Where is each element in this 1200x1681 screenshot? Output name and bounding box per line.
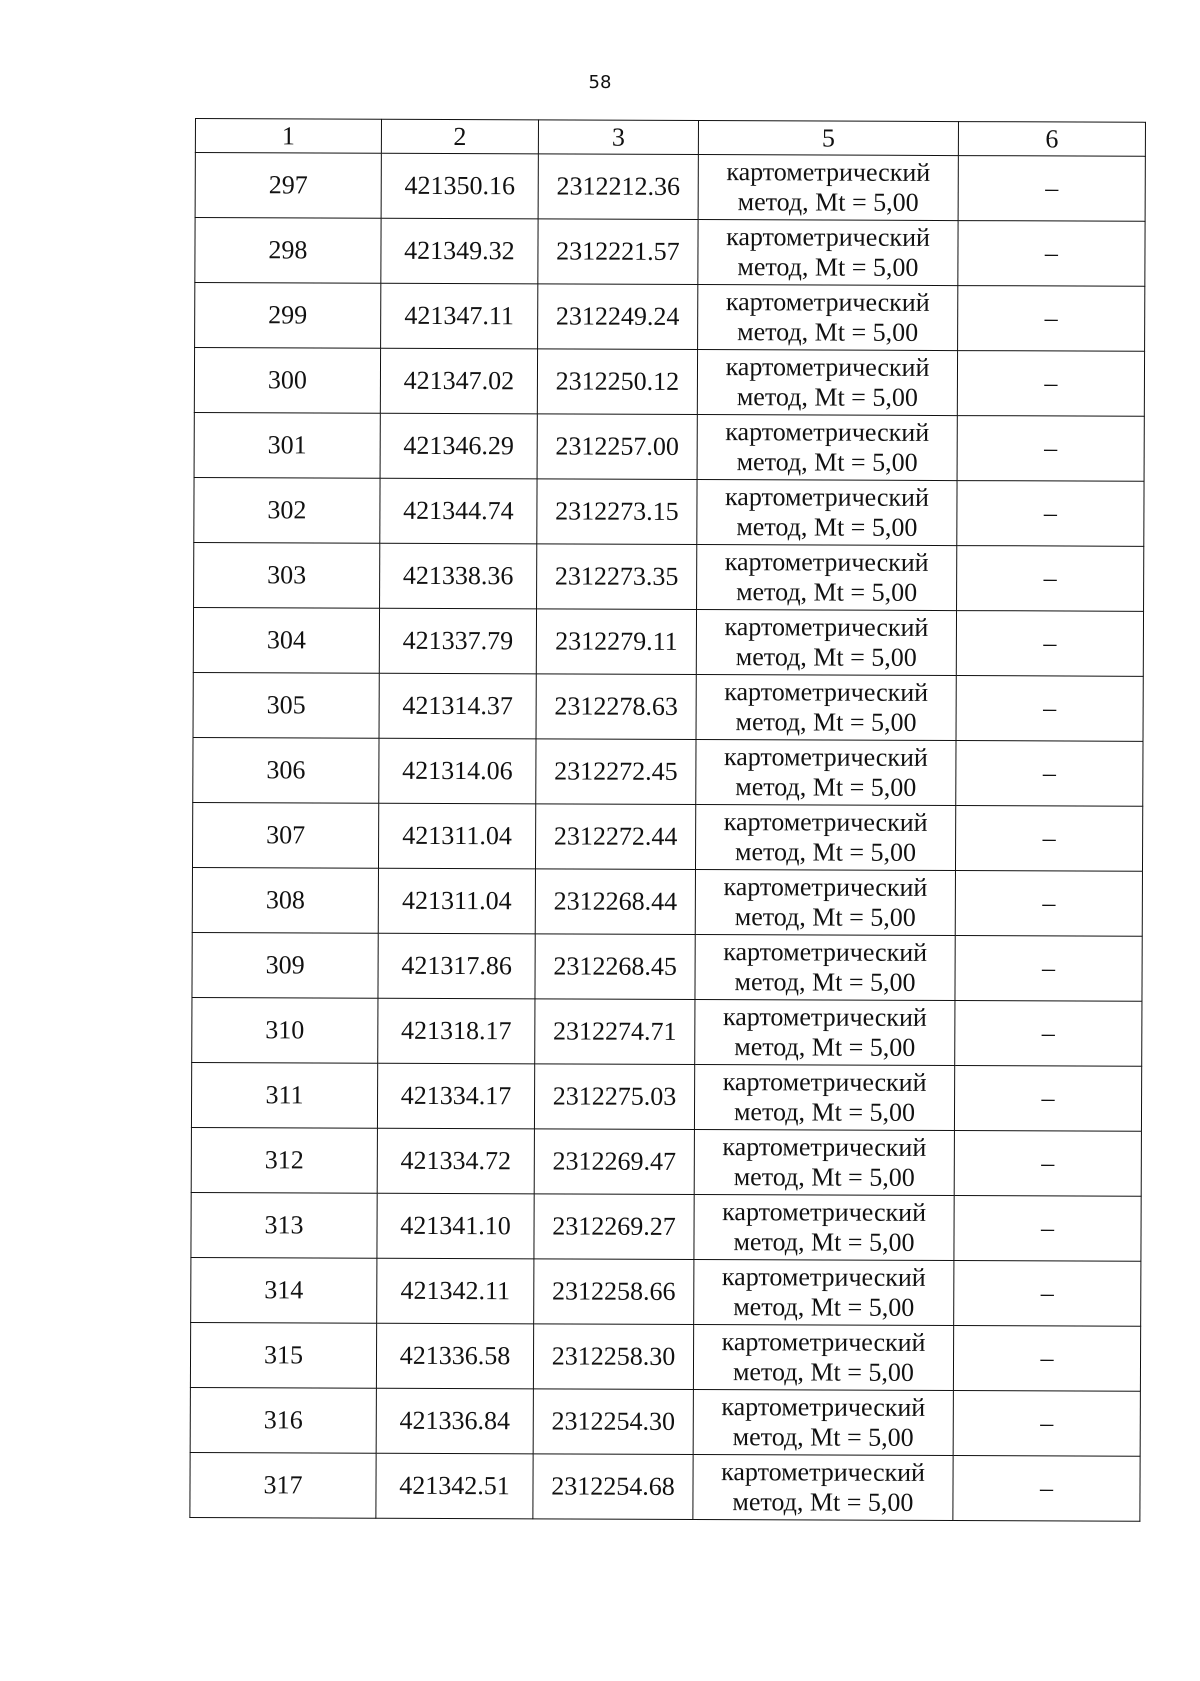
y-coordinate-cell: 2312274.71 bbox=[535, 999, 695, 1065]
y-coordinate-cell: 2312272.45 bbox=[536, 739, 696, 805]
x-coordinate-cell: 421347.11 bbox=[381, 283, 538, 349]
x-coordinate-cell: 421334.17 bbox=[377, 1063, 534, 1129]
method-cell: картометрический метод, Mt = 5,00 bbox=[698, 285, 958, 351]
note-cell: – bbox=[955, 1001, 1142, 1067]
x-coordinate-cell: 421346.29 bbox=[380, 413, 537, 479]
header-cell: 1 bbox=[195, 119, 381, 154]
x-coordinate-cell: 421349.32 bbox=[381, 218, 538, 284]
coordinates-table bbox=[189, 118, 1146, 1522]
point-number-cell: 309 bbox=[192, 932, 378, 998]
x-coordinate-cell: 421318.17 bbox=[378, 998, 535, 1064]
table-row bbox=[194, 348, 1144, 417]
x-coordinate-cell: 421337.79 bbox=[379, 608, 536, 674]
x-coordinate-cell: 421317.86 bbox=[378, 933, 535, 999]
x-coordinate-cell: 421344.74 bbox=[380, 478, 537, 544]
note-cell: – bbox=[957, 416, 1144, 482]
y-coordinate-cell: 2312279.11 bbox=[536, 609, 696, 675]
note-cell: – bbox=[955, 871, 1142, 937]
table-row bbox=[191, 1257, 1141, 1326]
method-cell: картометрический метод, Mt = 5,00 bbox=[695, 805, 955, 871]
point-number-cell: 301 bbox=[194, 412, 380, 478]
method-cell: картометрический метод, Mt = 5,00 bbox=[697, 415, 957, 481]
note-cell: – bbox=[953, 1326, 1140, 1392]
note-cell: – bbox=[958, 221, 1145, 287]
x-coordinate-cell: 421311.04 bbox=[378, 868, 535, 934]
note-cell: – bbox=[956, 741, 1143, 807]
note-cell: – bbox=[954, 1131, 1141, 1197]
point-number-cell: 305 bbox=[193, 672, 379, 738]
table-row bbox=[192, 932, 1142, 1001]
method-cell: картометрический метод, Mt = 5,00 bbox=[696, 675, 956, 741]
method-cell: картометрический метод, Mt = 5,00 bbox=[694, 1195, 954, 1261]
y-coordinate-cell: 2312257.00 bbox=[537, 414, 697, 480]
header-cell: 3 bbox=[538, 120, 698, 155]
point-number-cell: 308 bbox=[192, 867, 378, 933]
table-row bbox=[193, 737, 1143, 806]
point-number-cell: 313 bbox=[191, 1192, 377, 1258]
method-cell: картометрический метод, Mt = 5,00 bbox=[693, 1390, 953, 1456]
note-cell: – bbox=[956, 676, 1143, 742]
table-row bbox=[193, 672, 1143, 741]
x-coordinate-cell: 421342.11 bbox=[377, 1258, 534, 1324]
table-row bbox=[195, 283, 1145, 352]
point-number-cell: 312 bbox=[191, 1127, 377, 1193]
method-cell: картометрический метод, Mt = 5,00 bbox=[697, 480, 957, 546]
method-cell: картометрический метод, Mt = 5,00 bbox=[697, 545, 957, 611]
y-coordinate-cell: 2312250.12 bbox=[537, 349, 697, 415]
x-coordinate-cell: 421350.16 bbox=[381, 153, 538, 219]
note-cell: – bbox=[958, 156, 1145, 222]
method-cell: картометрический метод, Mt = 5,00 bbox=[698, 220, 958, 286]
x-coordinate-cell: 421336.84 bbox=[376, 1388, 533, 1454]
point-number-cell: 303 bbox=[194, 542, 380, 608]
point-number-cell: 300 bbox=[194, 348, 380, 414]
method-cell: картометрический метод, Mt = 5,00 bbox=[693, 1325, 953, 1391]
y-coordinate-cell: 2312275.03 bbox=[534, 1064, 694, 1130]
y-coordinate-cell: 2312273.35 bbox=[537, 544, 697, 610]
point-number-cell: 307 bbox=[192, 802, 378, 868]
x-coordinate-cell: 421341.10 bbox=[377, 1193, 534, 1259]
point-number-cell: 299 bbox=[195, 283, 381, 349]
point-number-cell: 311 bbox=[191, 1062, 377, 1128]
page-number: 58 bbox=[588, 72, 612, 93]
note-cell: – bbox=[956, 611, 1143, 677]
y-coordinate-cell: 2312268.44 bbox=[535, 869, 695, 935]
y-coordinate-cell: 2312258.30 bbox=[533, 1324, 693, 1390]
note-cell: – bbox=[954, 1196, 1141, 1262]
note-cell: – bbox=[954, 1261, 1141, 1327]
table-row bbox=[195, 218, 1145, 287]
method-cell: картометрический метод, Mt = 5,00 bbox=[696, 740, 956, 806]
table-row bbox=[192, 997, 1142, 1066]
x-coordinate-cell: 421314.37 bbox=[379, 673, 536, 739]
point-number-cell: 297 bbox=[195, 153, 381, 219]
method-cell: картометрический метод, Mt = 5,00 bbox=[695, 935, 955, 1001]
note-cell: – bbox=[955, 806, 1142, 872]
note-cell: – bbox=[953, 1391, 1140, 1457]
note-cell: – bbox=[957, 481, 1144, 547]
note-cell: – bbox=[954, 1066, 1141, 1132]
header-cell: 6 bbox=[958, 122, 1145, 157]
table-row bbox=[191, 1192, 1141, 1261]
point-number-cell: 298 bbox=[195, 218, 381, 284]
x-coordinate-cell: 421338.36 bbox=[380, 543, 537, 609]
y-coordinate-cell: 2312254.68 bbox=[533, 1454, 693, 1520]
note-cell: – bbox=[953, 1456, 1140, 1522]
method-cell: картометрический метод, Mt = 5,00 bbox=[695, 1000, 955, 1066]
table-row bbox=[192, 867, 1142, 936]
table-row bbox=[190, 1387, 1140, 1456]
header-cell: 2 bbox=[381, 119, 538, 154]
table-row bbox=[194, 542, 1144, 611]
table-row bbox=[192, 802, 1142, 871]
point-number-cell: 306 bbox=[193, 737, 379, 803]
y-coordinate-cell: 2312254.30 bbox=[533, 1389, 693, 1455]
method-cell: картометрический метод, Mt = 5,00 bbox=[694, 1260, 954, 1326]
method-cell: картометрический метод, Mt = 5,00 bbox=[697, 350, 957, 416]
x-coordinate-cell: 421347.02 bbox=[380, 348, 537, 414]
table-body bbox=[190, 153, 1145, 1522]
method-cell: картометрический метод, Mt = 5,00 bbox=[695, 870, 955, 936]
table-row bbox=[194, 412, 1144, 481]
note-cell: – bbox=[955, 936, 1142, 1002]
point-number-cell: 302 bbox=[194, 477, 380, 543]
note-cell: – bbox=[957, 351, 1144, 417]
point-number-cell: 314 bbox=[191, 1257, 377, 1323]
method-cell: картометрический метод, Mt = 5,00 bbox=[694, 1065, 954, 1131]
table-row bbox=[190, 1322, 1140, 1391]
y-coordinate-cell: 2312221.57 bbox=[538, 219, 698, 285]
point-number-cell: 310 bbox=[192, 997, 378, 1063]
x-coordinate-cell: 421311.04 bbox=[378, 803, 535, 869]
table-row bbox=[194, 477, 1144, 546]
x-coordinate-cell: 421334.72 bbox=[377, 1128, 534, 1194]
method-cell: картометрический метод, Mt = 5,00 bbox=[693, 1455, 953, 1521]
note-cell: – bbox=[957, 546, 1144, 612]
x-coordinate-cell: 421336.58 bbox=[376, 1323, 533, 1389]
y-coordinate-cell: 2312278.63 bbox=[536, 674, 696, 740]
y-coordinate-cell: 2312269.27 bbox=[534, 1194, 694, 1260]
header-row bbox=[195, 119, 1145, 157]
table-row bbox=[195, 153, 1145, 222]
note-cell: – bbox=[958, 286, 1145, 352]
method-cell: картометрический метод, Mt = 5,00 bbox=[698, 155, 958, 221]
y-coordinate-cell: 2312269.47 bbox=[534, 1129, 694, 1195]
point-number-cell: 317 bbox=[190, 1452, 376, 1518]
point-number-cell: 315 bbox=[190, 1322, 376, 1388]
point-number-cell: 304 bbox=[193, 607, 379, 673]
point-number-cell: 316 bbox=[190, 1387, 376, 1453]
y-coordinate-cell: 2312268.45 bbox=[535, 934, 695, 1000]
x-coordinate-cell: 421314.06 bbox=[379, 738, 536, 804]
header-cell: 5 bbox=[698, 121, 958, 156]
method-cell: картометрический метод, Mt = 5,00 bbox=[694, 1130, 954, 1196]
x-coordinate-cell: 421342.51 bbox=[376, 1453, 533, 1519]
y-coordinate-cell: 2312212.36 bbox=[538, 154, 698, 220]
table-row bbox=[193, 607, 1143, 676]
table-row bbox=[191, 1127, 1141, 1196]
method-cell: картометрический метод, Mt = 5,00 bbox=[696, 610, 956, 676]
table-row bbox=[191, 1062, 1141, 1131]
table-header bbox=[195, 119, 1145, 157]
y-coordinate-cell: 2312273.15 bbox=[537, 479, 697, 545]
y-coordinate-cell: 2312258.66 bbox=[534, 1259, 694, 1325]
y-coordinate-cell: 2312272.44 bbox=[535, 804, 695, 870]
table-row bbox=[190, 1452, 1140, 1521]
y-coordinate-cell: 2312249.24 bbox=[538, 284, 698, 350]
